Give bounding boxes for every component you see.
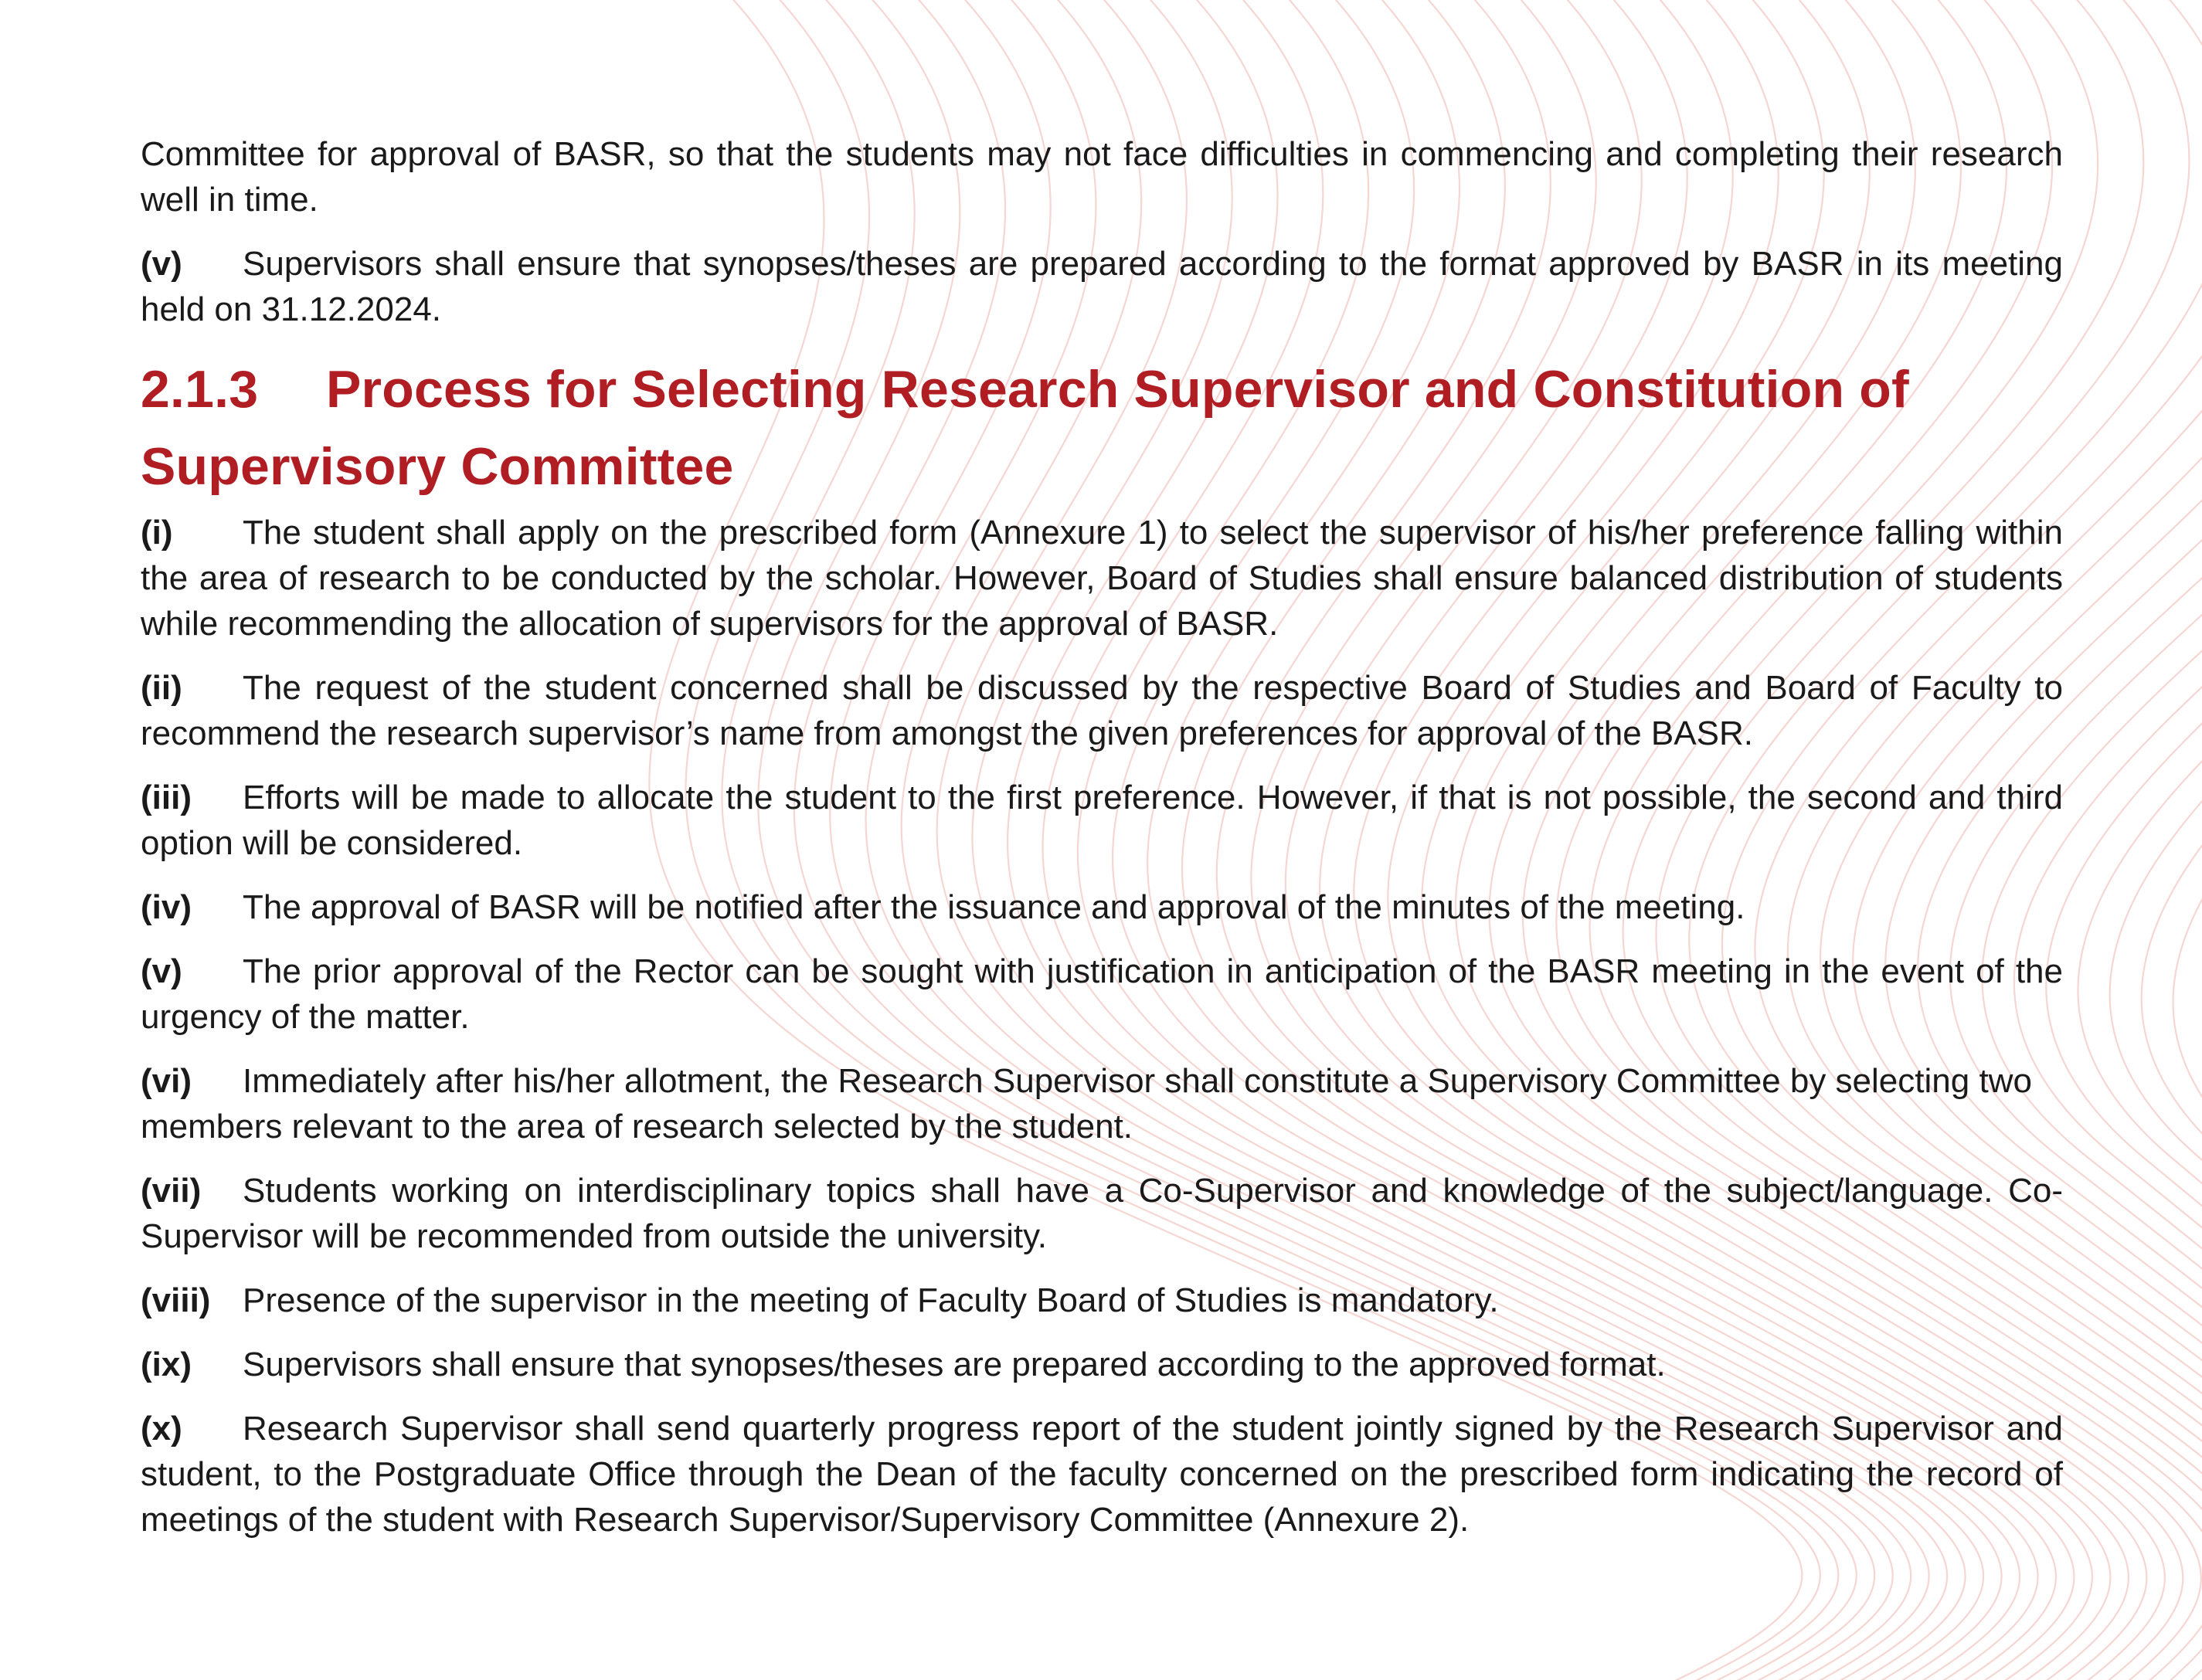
section-heading (141, 351, 2063, 505)
list-item (141, 1058, 2063, 1149)
item-number: (vi) (141, 1062, 192, 1100)
item-text: Research Supervisor shall send quarterly progress report of the student jointly signed by the Research Supervisor and student, to the Postgraduate Office through the Dean of the faculty concerned on the prescribed form indicating the record of meetings of the student with Research Supervisor/Supervisory Committee (Annexure 2). (141, 1410, 2063, 1539)
item-text: Supervisors shall ensure that synopses/theses are prepared according to the approved format. (243, 1346, 1666, 1383)
item-text: The student shall apply on the prescribed form (Annexure 1) to select the supervisor of his/her preference falling within the area of research to be conducted by the scholar. However, Board of Studies shall ensure balanced distribution of students while recommending the allocation of supervisors for the approval of BASR. (141, 514, 2063, 643)
document-page (141, 131, 2063, 1561)
item-text: Students working on interdisciplinary topics shall have a Co-Supervisor and knowledge of the subject/language. Co-Supervisor will be recommended from outside the university. (141, 1172, 2063, 1255)
item-number: (vii) (141, 1172, 202, 1210)
list-item (141, 775, 2063, 866)
item-number: (iii) (141, 779, 192, 816)
background-wave-line (2173, 0, 2202, 1680)
item-text: Efforts will be made to allocate the student to the first preference. However, if that is not possible, the second and third option will be considered. (141, 779, 2063, 862)
list-item (141, 665, 2063, 756)
item-number: (ix) (141, 1346, 192, 1383)
item-text: Immediately after his/her allotment, the Research Supervisor shall constitute a Supervisory Committee by selecting two members relevant to the area of research selected by the student. (141, 1062, 2032, 1145)
item-number: (ii) (141, 669, 182, 707)
item-text: Presence of the supervisor in the meeting of Faculty Board of Studies is mandatory. (243, 1281, 1499, 1319)
item-number: (x) (141, 1410, 182, 1448)
intro-item-v (141, 241, 2063, 332)
background-wave-line (2078, 0, 2202, 1680)
section-title-line1: Process for Selecting Research Supervisor and Constitution of (326, 360, 1909, 419)
item-text: The prior approval of the Rector can be sought with justification in anticipation of the BASR meeting in the event of the urgency of the matter. (141, 952, 2063, 1036)
item-number: (i) (141, 514, 173, 552)
item-number: (iv) (141, 888, 192, 926)
item-number: (v) (141, 245, 182, 283)
list-item (141, 1278, 2063, 1323)
item-number: (v) (141, 952, 182, 990)
item-text: The request of the student concerned shall be discussed by the respective Board of Studies and Board of Faculty to recommend the research supervisor’s name from amongst the given preferences for approval of the BASR. (141, 669, 2063, 752)
continued-paragraph: Committee for approval of BASR, so that the students may not face difficulties in commencing and completing their research well in time. (141, 135, 2063, 219)
list-item (141, 1342, 2063, 1387)
list-item (141, 1168, 2063, 1259)
item-text: Supervisors shall ensure that synopses/theses are prepared according to the format approved by BASR in its meeting held on 31.12.2024. (141, 245, 2063, 328)
list-item (141, 510, 2063, 647)
item-number: (viii) (141, 1281, 211, 1319)
section-number: 2.1.3 (141, 360, 259, 419)
section-title-line2: Supervisory Committee (141, 437, 734, 496)
list-item (141, 949, 2063, 1040)
list-item (141, 1406, 2063, 1543)
list-item (141, 884, 2063, 930)
item-text: The approval of BASR will be notified after the issuance and approval of the minutes of the meeting. (243, 888, 1745, 926)
